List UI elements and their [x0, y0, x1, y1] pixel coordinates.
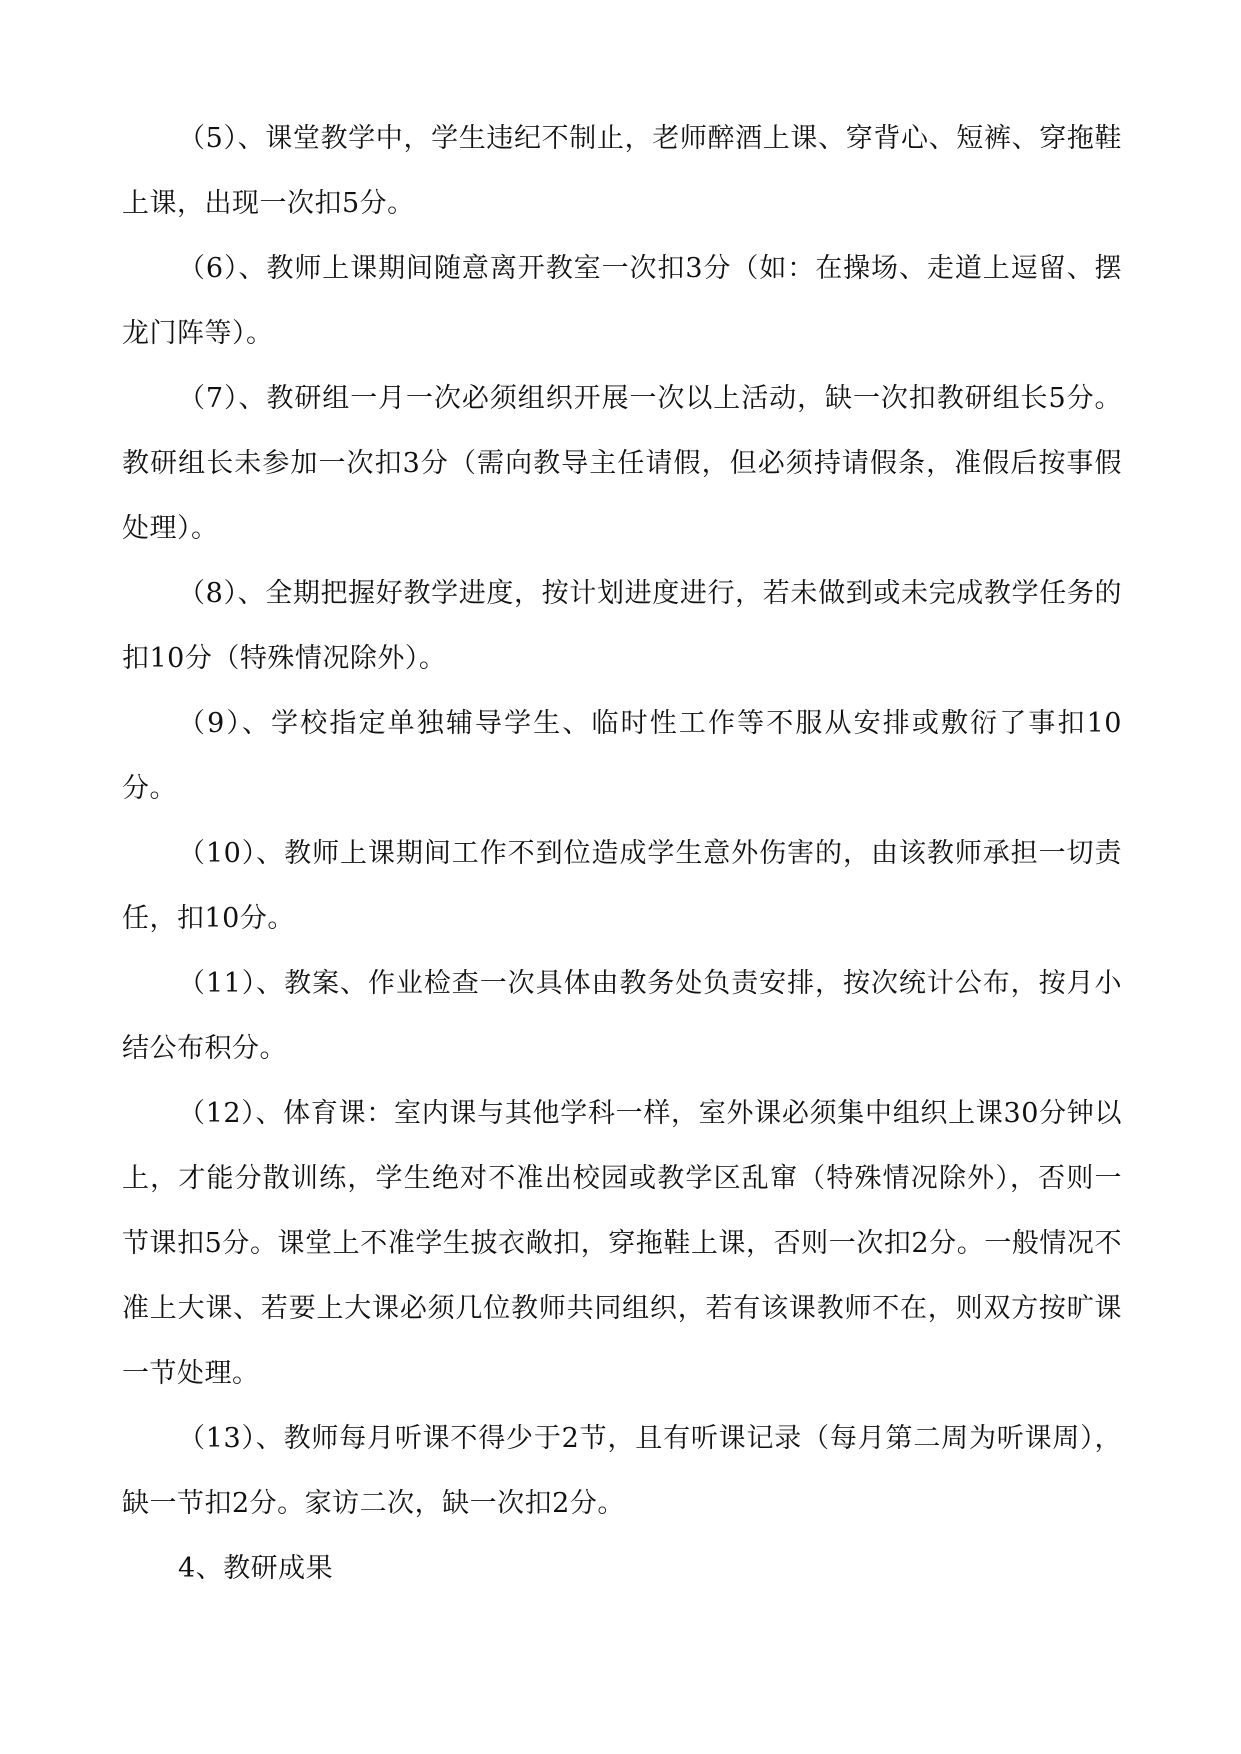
paragraph-item-6: （6）、教师上课期间随意离开教室一次扣3分（如：在操场、走道上逗留、摆龙门阵等）。 [122, 253, 1122, 349]
paragraph-item-7: （7）、教研组一月一次必须组织开展一次以上活动，缺一次扣教研组长5分。教研组长未参加一次扣3分（需向教导主任请假，但必须持请假条，准假后按事假处理）。 [122, 383, 1122, 544]
paragraph-item-13: （13）、教师每月听课不得少于2节，且有听课记录（每月第二周为听课周），缺一节扣2分。家访二次，缺一次扣2分。 [122, 1423, 1122, 1519]
paragraph-item-10: （10）、教师上课期间工作不到位造成学生意外伤害的，由该教师承担一切责任，扣10分。 [122, 838, 1122, 934]
paragraph-item-9: （9）、学校指定单独辅导学生、临时性工作等不服从安排或敷衍了事扣10分。 [122, 708, 1122, 804]
paragraph-item-11: （11）、教案、作业检查一次具体由教务处负责安排，按次统计公布，按月小结公布积分。 [122, 968, 1122, 1064]
paragraph-item-12: （12）、体育课：室内课与其他学科一样，室外课必须集中组织上课30分钟以上，才能分散训练，学生绝对不准出校园或教学区乱窜（特殊情况除外），否则一节课扣5分。课堂上不准学生披衣敞扣，穿拖鞋上课，否则一次扣2分。一般情况不准上大课、若要上大课必须几位教师共同组织，若有该课教师不在，则双方按旷课一节处理。 [122, 1098, 1122, 1389]
paragraph-item-8: （8）、全期把握好教学进度，按计划进度进行，若未做到或未完成教学任务的扣10分（特殊情况除外）。 [122, 578, 1122, 674]
section-heading: 4、教研成果 [178, 1553, 334, 1584]
paragraph-item-5: （5）、课堂教学中，学生违纪不制止，老师醉酒上课、穿背心、短裤、穿拖鞋上课，出现一次扣5分。 [122, 123, 1122, 219]
